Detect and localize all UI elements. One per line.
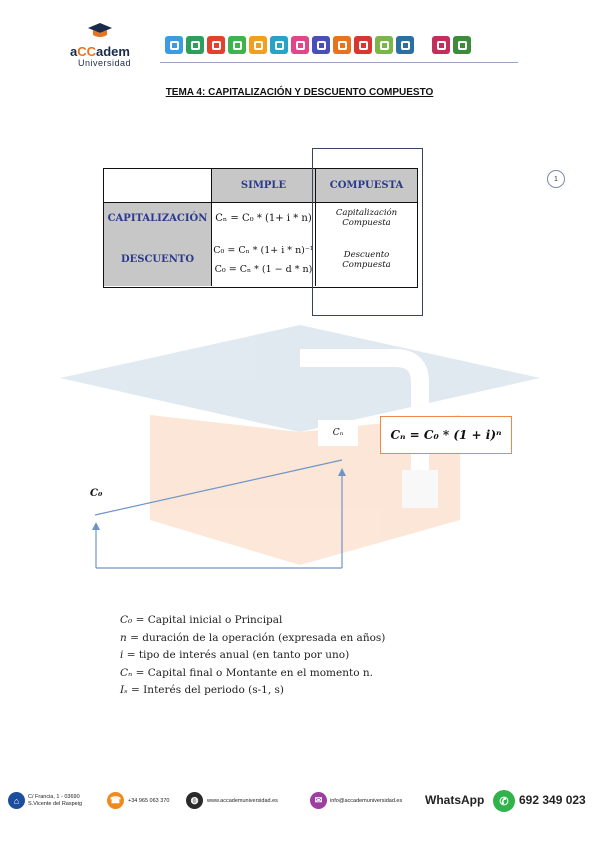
header-divider bbox=[160, 62, 518, 63]
des-compuesta-line-2: Compuesta bbox=[342, 259, 391, 270]
web-globe-icon: ◍ bbox=[186, 792, 203, 809]
cap-compuesta-line-1: Capitalización bbox=[335, 208, 398, 218]
footer-contact-bar bbox=[8, 790, 593, 812]
row-capitalizacion: CAPITALIZACIÓN bbox=[104, 203, 212, 233]
header-simple: SIMPLE bbox=[212, 169, 316, 203]
category-icon[interactable] bbox=[333, 36, 351, 54]
category-icon[interactable] bbox=[207, 36, 225, 54]
whatsapp-label: WhatsApp bbox=[425, 793, 485, 807]
category-icon-glyph bbox=[212, 41, 221, 50]
category-icon-glyph bbox=[380, 41, 389, 50]
compuesta-highlight-frame bbox=[312, 148, 423, 316]
whatsapp-number[interactable]: 692 349 023 bbox=[519, 793, 586, 807]
category-icon-glyph bbox=[275, 41, 284, 50]
formula-des-simple-1: C₀ = Cₙ * (1+ i * n)⁻¹ bbox=[213, 244, 314, 256]
variable-legend bbox=[120, 612, 385, 700]
footer-email-link[interactable]: info@accademuniversidad.es bbox=[330, 798, 403, 804]
brand-logo: aCCadem bbox=[70, 44, 130, 59]
des-compuesta-line-1: Descuento bbox=[343, 249, 390, 260]
phone-icon: ☎ bbox=[107, 792, 124, 809]
category-icon[interactable] bbox=[396, 36, 414, 54]
legend-item: n = duración de la operación (expresada en años) bbox=[120, 631, 386, 644]
brand-subtitle: Universidad bbox=[78, 58, 132, 68]
formula-des-simple bbox=[212, 233, 316, 286]
category-icon-glyph bbox=[254, 41, 263, 50]
cn-label: Cₙ bbox=[318, 420, 358, 446]
category-icon[interactable] bbox=[186, 36, 204, 54]
row-descuento: DESCUENTO bbox=[104, 233, 212, 286]
cap-compuesta-line-2: Compuesta bbox=[342, 218, 391, 228]
table-corner-cell bbox=[104, 169, 212, 203]
category-icon[interactable] bbox=[312, 36, 330, 54]
footer-address-line-2: S.Vicente del Raspeig bbox=[28, 801, 83, 807]
category-icon-glyph bbox=[338, 41, 347, 50]
legend-item: Iₛ = Interés del periodo (s-1, s) bbox=[120, 684, 284, 696]
category-icon[interactable] bbox=[354, 36, 372, 54]
category-icon-glyph bbox=[401, 41, 410, 50]
category-icon-glyph bbox=[317, 41, 326, 50]
c0-label: C₀ bbox=[90, 488, 103, 499]
category-icon[interactable] bbox=[270, 36, 288, 54]
footer-phone[interactable]: +34 965 063 370 bbox=[128, 798, 170, 804]
home-icon: ⌂ bbox=[8, 792, 25, 809]
icons-gap bbox=[417, 36, 429, 58]
graduation-cap-logo-icon bbox=[87, 22, 113, 40]
category-icon-glyph bbox=[359, 41, 368, 50]
arrow-left-head bbox=[92, 522, 100, 530]
footer-web-link[interactable]: www.accademuniversidad.es bbox=[207, 798, 278, 804]
category-icon[interactable] bbox=[375, 36, 393, 54]
whatsapp-icon: ✆ bbox=[493, 790, 515, 812]
category-icon-glyph bbox=[437, 41, 446, 50]
page-number: 1 bbox=[547, 170, 565, 188]
category-icon-glyph bbox=[191, 41, 200, 50]
category-icon[interactable] bbox=[165, 36, 183, 54]
page-title: TEMA 4: CAPITALIZACIÓN Y DESCUENTO COMPUESTO bbox=[165, 87, 434, 98]
formula-cap-simple: Cₙ = C₀ * (1+ i * n) bbox=[212, 203, 316, 233]
capitalization-diagram bbox=[0, 320, 599, 590]
category-icon-glyph bbox=[296, 41, 305, 50]
category-icons-row bbox=[165, 36, 471, 58]
category-icon[interactable] bbox=[291, 36, 309, 54]
category-icon[interactable] bbox=[432, 36, 450, 54]
footer-address-line-1: C/ Francia, 1 - 03690 bbox=[28, 794, 80, 800]
category-icon-glyph bbox=[233, 41, 242, 50]
category-icon-glyph bbox=[170, 41, 179, 50]
legend-item: Cₙ = Capital final o Montante en el momento n. bbox=[120, 666, 373, 679]
footer-address bbox=[28, 794, 82, 808]
formula-des-simple-2: C₀ = Cₙ * (1 − d * n) bbox=[214, 263, 313, 275]
category-icon-glyph bbox=[458, 41, 467, 50]
category-icon[interactable] bbox=[228, 36, 246, 54]
compound-formula-box: Cₙ = C₀ * (1 + i)ⁿ bbox=[380, 416, 512, 454]
legend-item: i = tipo de interés anual (en tanto por uno) bbox=[120, 649, 350, 661]
email-icon: ✉ bbox=[310, 792, 327, 809]
legend-item: C₀ = Capital inicial o Principal bbox=[120, 614, 283, 626]
header-compuesta: COMPUESTA bbox=[316, 169, 417, 203]
category-icon[interactable] bbox=[249, 36, 267, 54]
category-icon[interactable] bbox=[453, 36, 471, 54]
